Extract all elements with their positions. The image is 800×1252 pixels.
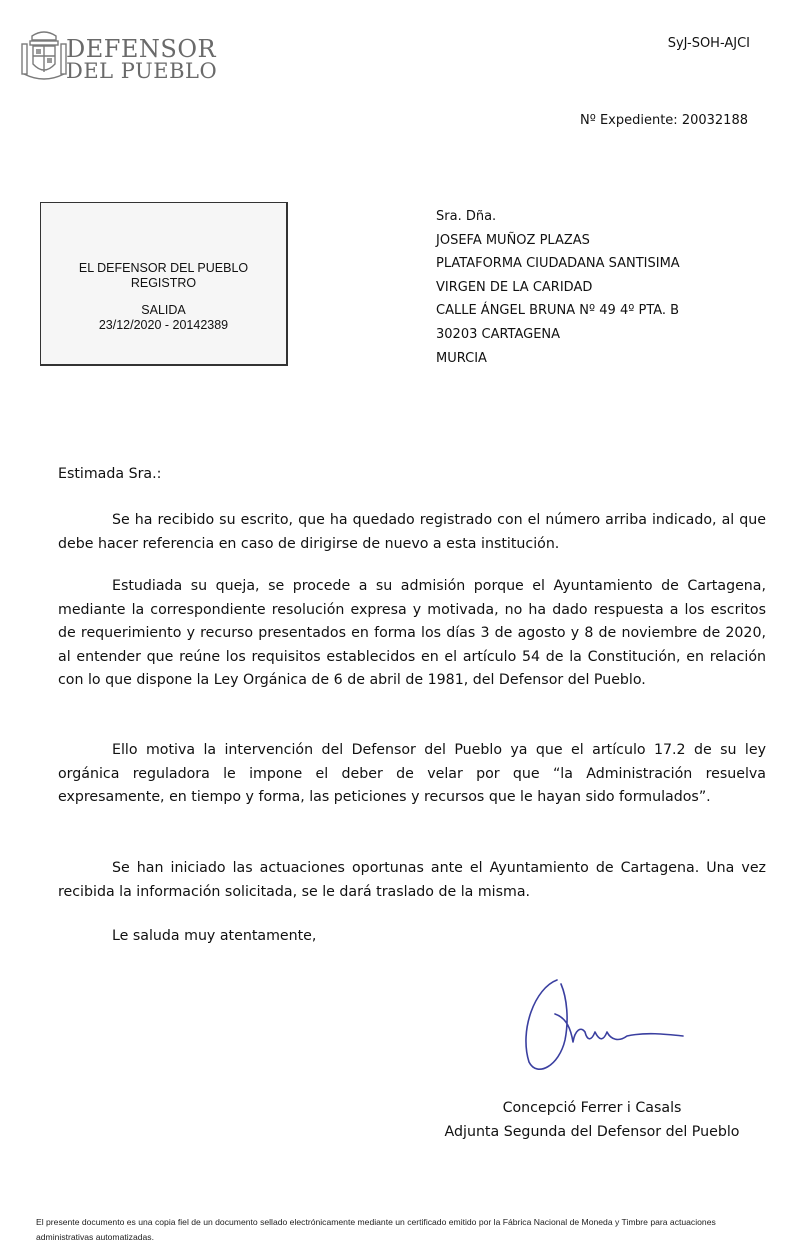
address-line: CALLE ÁNGEL BRUNA Nº 49 4º PTA. B	[436, 303, 680, 319]
footer-note: El presente documento es una copia fiel de un documento sellado electrónicamente mediante un certificado emitido por la Fábrica Nacional de Moneda y Timbre para actuaciones administrativas automatizadas.	[36, 1217, 716, 1242]
address-line: JOSEFA MUÑOZ PLAZAS	[436, 232, 590, 248]
letter-paragraph: Ello motiva la intervención del Defensor del Pueblo ya que el artículo 17.2 de su ley orgánica reguladora le impone el deber de velar por que “la Administración resuelva expresamente, en tiempo y forma, las peticiones y recursos que le hayan sido formulados”.	[58, 742, 766, 805]
letter-paragraph: Se han iniciado las actuaciones oportunas ante el Ayuntamiento de Cartagena. Una vez recibida la información solicitada, se le dará traslado de la misma.	[58, 860, 766, 900]
logo-line-2: DEL PUEBLO	[66, 59, 218, 83]
stamp-line-1: EL DEFENSOR DEL PUEBLO	[78, 261, 249, 275]
greeting: Estimada Sra.:	[58, 466, 162, 482]
recipient-address	[436, 205, 680, 370]
letter-paragraph: Estudiada su queja, se procede a su admisión porque el Ayuntamiento de Cartagena, mediante la correspondiente resolución expresa y motivada, no ha dado respuesta a los escritos de requerimiento y recurso presentados en forma los días 3 de agosto y 8 de noviembre de 2020, al entender que reúne los requisitos establecidos en el artículo 54 de la Constitución, en relación con lo que dispone la Ley Orgánica de 6 de abril de 1981, del Defensor del Pueblo.	[58, 578, 766, 688]
reference-code: SyJ-SOH-AJCI	[667, 36, 750, 51]
address-line: 30203 CARTAGENA	[436, 326, 561, 342]
address-line: MURCIA	[436, 350, 487, 366]
letter-paragraph: Se ha recibido su escrito, que ha quedado registrado con el número arriba indicado, al que debe hacer referencia en caso de dirigirse de nuevo a esta institución.	[58, 512, 766, 552]
expediente-number: Nº Expediente: 20032188	[579, 113, 748, 128]
stamp-line-3: SALIDA	[141, 303, 186, 317]
address-line: Sra. Dña.	[436, 209, 497, 224]
address-line: PLATAFORMA CIUDADANA SANTISIMA	[436, 256, 680, 272]
address-line: VIRGEN DE LA CARIDAD	[436, 279, 593, 295]
stamp-line-2: REGISTRO	[130, 276, 197, 290]
handwritten-signature	[515, 970, 705, 1080]
logo-wordmark	[66, 35, 218, 83]
signer-name: Concepció Ferrer i Casals	[502, 1100, 682, 1116]
closing-line: Le saluda muy atentamente,	[112, 928, 317, 944]
registry-stamp	[40, 202, 288, 366]
logo-line-1: DEFENSOR	[66, 35, 217, 63]
signer-title: Adjunta Segunda del Defensor del Pueblo	[444, 1124, 740, 1140]
stamp-line-4: 23/12/2020 - 20142389	[98, 318, 229, 332]
